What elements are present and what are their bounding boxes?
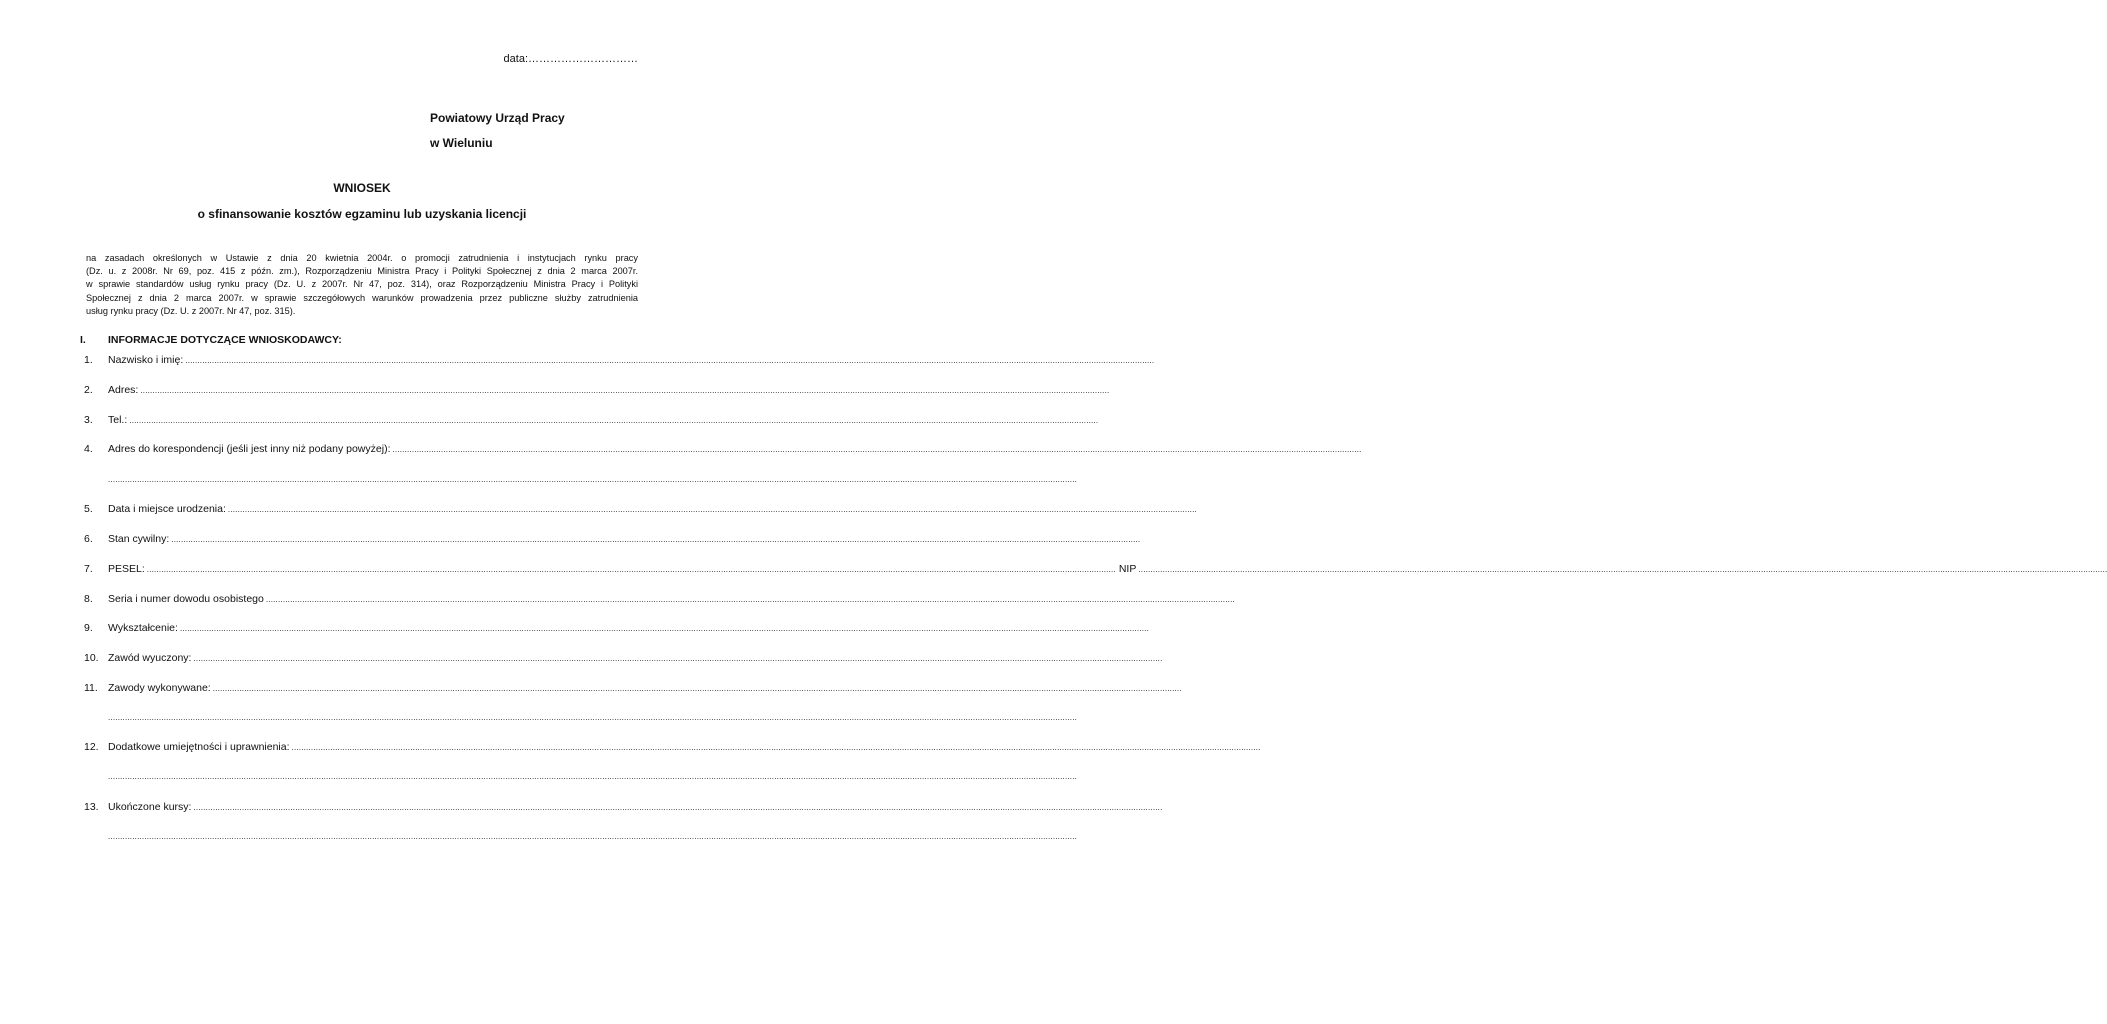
learned-profession-field[interactable] (84, 652, 1163, 668)
field-number: 10. (84, 652, 99, 664)
field-number: 7. (84, 563, 93, 575)
performed-professions-field[interactable] (84, 682, 1182, 698)
field-label: Adres: (108, 384, 139, 396)
field-number: 1. (84, 354, 93, 366)
field-number: 11. (84, 682, 98, 694)
continuation-line[interactable]: ................................................................................................................................................................................................................................................................................................................................................................................................................ (108, 832, 1078, 841)
section-number: I. (80, 334, 86, 346)
field-number: 5. (84, 503, 93, 515)
field-label: Tel.: (108, 414, 128, 426)
dotted-line[interactable]: ................................................................................................................................................................................................................................................................................................................................................................................................................ (227, 505, 1197, 514)
field-number: 8. (84, 593, 93, 605)
legal-basis-line: usług rynku pracy (Dz. U. z 2007r. Nr 47, poz. 315). (86, 305, 296, 316)
dotted-line[interactable]: ................................................................................................................................................................................................................................................................................................................................................................................................................ (171, 535, 1141, 544)
field-number: 9. (84, 622, 93, 634)
continuation-line[interactable]: ................................................................................................................................................................................................................................................................................................................................................................................................................ (108, 713, 1078, 722)
legal-basis-line: Społecznej z dnia 2 marca 2007r. w sprawie szczegółowych warunków prowadzenia przez publiczne służby zatrudnienia (86, 292, 638, 303)
office-name: Powiatowy Urząd Pracy (430, 111, 565, 125)
legal-basis-line: na zasadach określonych w Ustawie z dnia 20 kwietnia 2004r. o promocji zatrudnienia i instytucjach rynku pracy (86, 253, 638, 263)
field-number: 3. (84, 414, 93, 426)
field-label: Seria i numer dowodu osobistego (108, 593, 264, 605)
phone-field[interactable] (84, 414, 1099, 430)
address-field[interactable] (84, 384, 1110, 400)
completed-courses-field[interactable] (84, 801, 1163, 817)
field-number: 4. (84, 443, 93, 455)
field-label: Zawody wykonywane: (108, 682, 211, 694)
date-field[interactable]: data:………………………… (503, 53, 638, 65)
document-subtitle: o sfinansowanie kosztów egzaminu lub uzyskania licencji (197, 207, 527, 221)
dotted-line[interactable]: ................................................................................................................................................................................................................................................................................................................................................................................................................ (193, 654, 1163, 663)
marital-status-field[interactable] (84, 533, 1141, 549)
dotted-line[interactable]: ................................................................................................................................................................................................................................................................................................................................................................................................................ (129, 416, 1099, 425)
education-field[interactable] (84, 622, 1149, 638)
continuation-line[interactable]: ................................................................................................................................................................................................................................................................................................................................................................................................................ (108, 772, 1078, 781)
section-title: INFORMACJE DOTYCZĄCE WNIOSKODAWCY: (108, 334, 342, 346)
field-number: 12. (84, 741, 99, 753)
dotted-line[interactable]: ................................................................................................................................................................................................................................................................................................................................................................................................................ (392, 445, 1362, 454)
legal-basis-line: w sprawie standardów usług rynku pracy (Dz. U. z 2007r. Nr 47, poz. 314), oraz Rozporządzeniu Ministra Pracy i Polityki (86, 279, 638, 290)
field-label: Dodatkowe umiejętności i uprawnienia: (108, 741, 290, 753)
section-heading (80, 334, 342, 346)
field-label: Adres do korespondencji (jeśli jest inny niż podany powyżej): (108, 443, 391, 455)
field-label: Zawód wyuczony: (108, 652, 192, 664)
dotted-line[interactable]: ................................................................................................................................................................................................................................................................................................................................................................................................................ (193, 803, 1163, 812)
field-label: PESEL: (108, 563, 145, 575)
correspondence-address-field[interactable] (84, 443, 1362, 459)
pesel-nip-field[interactable] (84, 563, 2107, 579)
field-number: 2. (84, 384, 93, 396)
field-label: Nazwisko i imię: (108, 354, 184, 366)
dotted-line[interactable]: ................................................................................................................................................................................................................................................................................................................................................................................................................ (146, 565, 1116, 574)
legal-basis-line: (Dz. u. z 2008r. Nr 69, poz. 415 z późn. zm.), Rozporządzeniu Ministra Pracy i Polityki Społecznej z dnia 2 marca 2007r. (86, 266, 638, 277)
office-location: w Wieluniu (430, 136, 493, 150)
field-number: 13. (84, 801, 99, 813)
continuation-line[interactable]: ................................................................................................................................................................................................................................................................................................................................................................................................................ (108, 475, 1078, 484)
field-number: 6. (84, 533, 93, 545)
name-field[interactable] (84, 354, 1155, 370)
field-label: Data i miejsce urodzenia: (108, 503, 226, 515)
document-title: WNIOSEK (333, 181, 391, 195)
dotted-line[interactable]: ................................................................................................................................................................................................................................................................................................................................................................................................................ (179, 624, 1149, 633)
field-label: NIP (1118, 563, 1137, 575)
field-label: Ukończone kursy: (108, 801, 192, 813)
dotted-line[interactable]: ................................................................................................................................................................................................................................................................................................................................................................................................................ (265, 595, 1235, 604)
id-card-field[interactable] (84, 593, 1235, 609)
dotted-line[interactable]: ................................................................................................................................................................................................................................................................................................................................................................................................................ (291, 743, 1261, 752)
dotted-line[interactable]: ................................................................................................................................................................................................................................................................................................................................................................................................................ (212, 684, 1182, 693)
additional-skills-field[interactable] (84, 741, 1261, 757)
legal-basis-paragraph (86, 252, 638, 318)
dotted-line[interactable]: ................................................................................................................................................................................................................................................................................................................................................................................................................ (185, 356, 1155, 365)
field-label: Wykształcenie: (108, 622, 178, 634)
dotted-line[interactable]: ................................................................................................................................................................................................................................................................................................................................................................................................................ (140, 386, 1110, 395)
birth-date-place-field[interactable] (84, 503, 1197, 519)
dotted-line[interactable]: ................................................................................................................................................................................................................................................................................................................................................................................................................ (1138, 565, 2107, 574)
field-label: Stan cywilny: (108, 533, 170, 545)
